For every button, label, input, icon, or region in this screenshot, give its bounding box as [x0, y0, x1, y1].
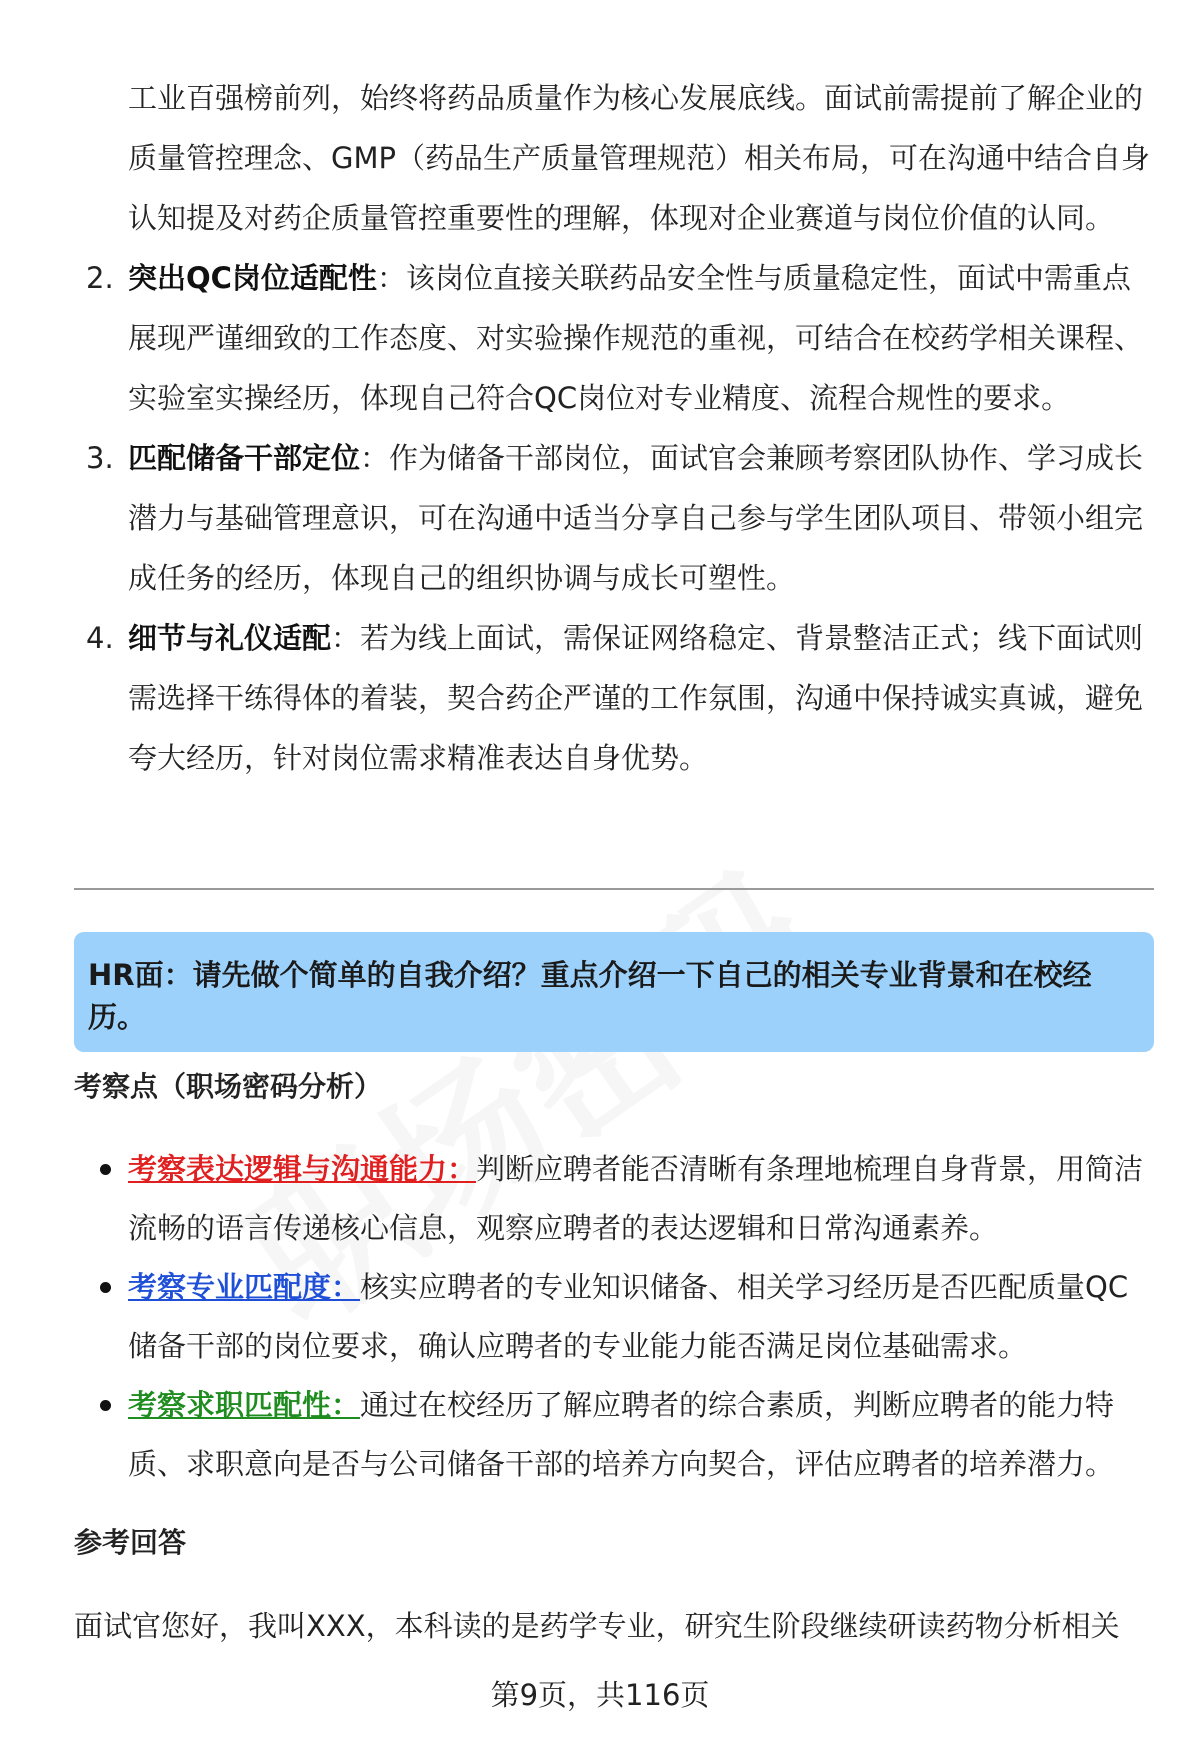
- list-item-1-continuation: [74, 68, 1154, 248]
- points-heading: 考察点（职场密码分析）: [74, 1070, 383, 1103]
- point-item-2: [74, 1258, 1154, 1376]
- point-text: 核实应聘者的专业知识储备、相关学习经历是否匹配质量QC储备干部的岗位要求，确认应聘者的专业能力能否满足岗位基础需求。: [128, 1270, 1129, 1363]
- list-item-title: 细节与礼仪适配: [128, 621, 332, 655]
- point-text: 通过在校经历了解应聘者的综合素质，判断应聘者的能力特质、求职意向是否与公司储备干部的培养方向契合，评估应聘者的培养潜力。: [128, 1388, 1115, 1481]
- list-item-title: 匹配储备干部定位: [128, 441, 361, 475]
- list-item-text: 该岗位直接关联药品安全性与质量稳定性，面试中需重点展现严谨细致的工作态度、对实验操作规范的重视，可结合在校药学相关课程、实验室实操经历，体现自己符合QC岗位对专业精度、流程合规性的要求。: [128, 261, 1144, 415]
- list-item-3: [74, 428, 1154, 608]
- point-item-3: [74, 1376, 1154, 1494]
- list-item-separator: ：: [376, 261, 406, 295]
- question-text: HR面：请先做个简单的自我介绍？重点介绍一下自己的相关专业背景和在校经历。: [88, 958, 1092, 1034]
- point-lead: 考察表达逻辑与沟通能力：: [128, 1152, 477, 1186]
- list-number: 3.: [86, 441, 114, 475]
- list-item-title: 突出QC岗位适配性: [128, 261, 377, 295]
- page-footer: 第9页，共116页: [490, 1678, 710, 1712]
- list-item-separator: ：: [331, 621, 361, 655]
- answer-text: 面试官您好，我叫XXX，本科读的是药学专业，研究生阶段继续研读药物分析相关: [74, 1609, 1120, 1643]
- points-list: [74, 1140, 1154, 1494]
- bullet-icon: [100, 1282, 111, 1293]
- answer-heading: 参考回答: [74, 1526, 187, 1559]
- point-lead: 考察求职匹配性：: [128, 1388, 361, 1422]
- section-divider: [74, 888, 1154, 890]
- point-item-1: [74, 1140, 1154, 1258]
- list-number: 4.: [86, 621, 114, 655]
- ordered-list: [74, 68, 1154, 788]
- list-item-text: 作为储备干部岗位，面试官会兼顾考察团队协作、学习成长潜力与基础管理意识，可在沟通中适当分享自己参与学生团队项目、带领小组完成任务的经历，体现自己的组织协调与成长可塑性。: [128, 441, 1144, 595]
- bullet-icon: [100, 1164, 111, 1175]
- question-callout: [74, 932, 1154, 1052]
- list-item-text: 工业百强榜前列，始终将药品质量作为核心发展底线。面试前需提前了解企业的质量管控理念、GMP（药品生产质量管理规范）相关布局，可在沟通中结合自身认知提及对药企质量管控重要性的理解，体现对企业赛道与岗位价值的认同。: [128, 81, 1150, 235]
- list-item-2: [74, 248, 1154, 428]
- list-number: 2.: [86, 261, 114, 295]
- point-lead: 考察专业匹配度：: [128, 1270, 361, 1304]
- point-text: 判断应聘者能否清晰有条理地梳理自身背景，用简洁流畅的语言传递核心信息，观察应聘者的表达逻辑和日常沟通素养。: [128, 1152, 1144, 1245]
- list-item-separator: ：: [360, 441, 390, 475]
- bullet-icon: [100, 1400, 111, 1411]
- list-item-4: [74, 608, 1154, 788]
- list-item-text: 若为线上面试，需保证网络稳定、背景整洁正式；线下面试则需选择干练得体的着装，契合药企严谨的工作氛围，沟通中保持诚实真诚，避免夸大经历，针对岗位需求精准表达自身优势。: [128, 621, 1144, 775]
